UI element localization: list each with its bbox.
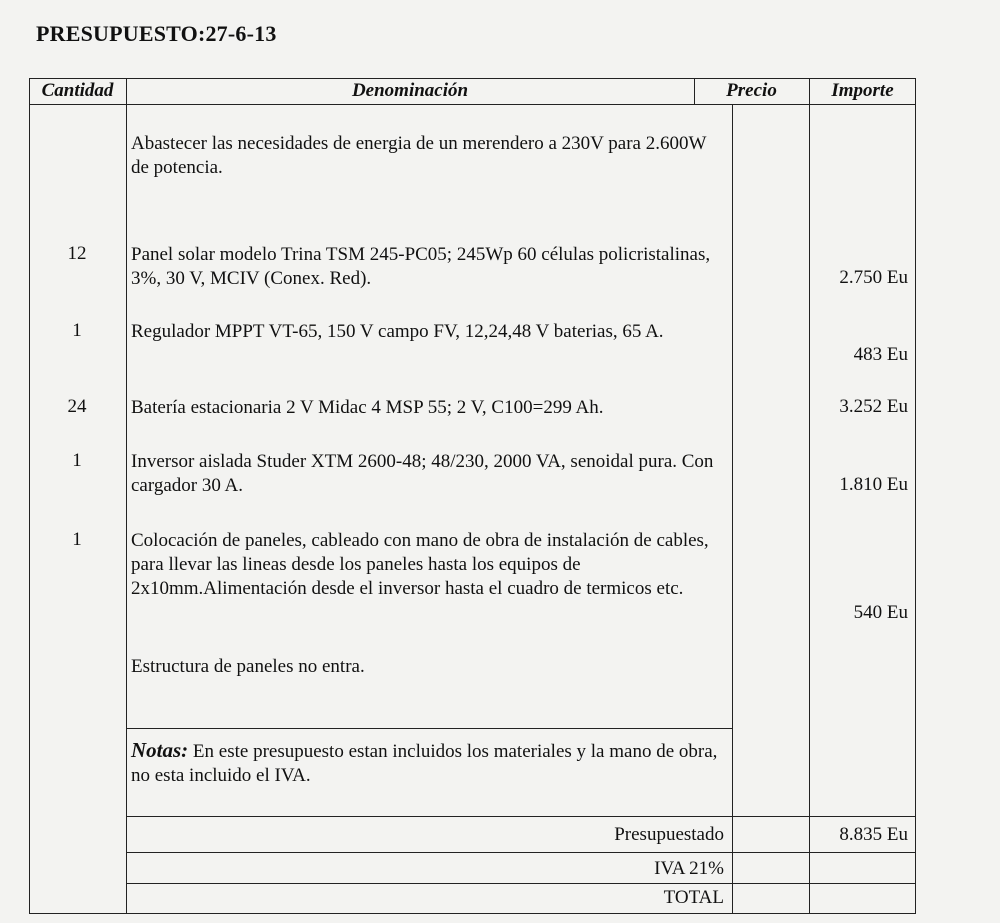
notes-block [131,738,726,788]
totals-divider-3 [126,883,916,884]
header-denominacion: Denominación [351,80,469,101]
notes-label: Notas: [131,738,189,762]
item-importe: 540 Eu [853,602,908,623]
item-desc: Batería estacionaria 2 V Midac 4 MSP 55; 2 V, C100=299 Ah. [131,397,604,418]
note-extra: Estructura de paneles no entra. [131,656,365,677]
item-desc: Regulador MPPT VT-65, 150 V campo FV, 12,24,48 V baterias, 65 A. [131,321,664,342]
total-label: TOTAL [663,887,724,908]
document-title: PRESUPUESTO:27-6-13 [36,21,277,46]
item-desc: Colocación de paneles, cableado con mano de obra de instalación de cables, para llevar las lineas desde los paneles hasta los equipos de 2x10mm.Alimentación desde el inversor hasta el cuadro de termicos etc. [131,530,709,599]
table-border-right [915,78,916,914]
col-sep-3 [809,78,810,914]
table-border-bottom [29,913,916,914]
header-divider [29,104,916,105]
intro-text: Abastecer las necesidades de energia de un merendero a 230V para 2.600W de potencia. [131,133,707,178]
col-sep-1 [126,78,127,914]
item-importe: 483 Eu [853,344,908,365]
notes-text: En este presupuesto estan incluidos los materiales y la mano de obra, no esta incluido el IVA. [131,741,718,786]
item-importe: 2.750 Eu [839,267,908,288]
header-precio: Precio [726,80,777,101]
table-border-left [29,78,30,914]
header-importe: Importe [831,80,894,101]
item-qty: 12 [67,243,87,264]
notes-divider [126,728,732,729]
header-cantidad: Cantidad [41,80,114,101]
iva-label: IVA 21% [654,858,724,879]
totals-divider-1 [126,816,916,817]
budget-table [29,78,916,914]
item-desc: Panel solar modelo Trina TSM 245-PC05; 245Wp 60 células policristalinas, 3%, 30 V, MCIV (Conex. Red). [131,244,711,289]
item-qty: 1 [72,529,82,550]
item-qty: 1 [72,320,82,341]
totals-divider-2 [126,852,916,853]
item-desc: Inversor aislada Studer XTM 2600-48; 48/230, 2000 VA, senoidal pura. Con cargador 30 A. [131,451,714,496]
item-importe: 3.252 Eu [839,396,908,417]
presupuestado-value: 8.835 Eu [839,824,908,845]
item-importe: 1.810 Eu [839,474,908,495]
col-sep-2 [732,104,733,914]
presupuestado-label: Presupuestado [614,824,724,845]
item-qty: 24 [67,396,87,417]
item-qty: 1 [72,450,82,471]
